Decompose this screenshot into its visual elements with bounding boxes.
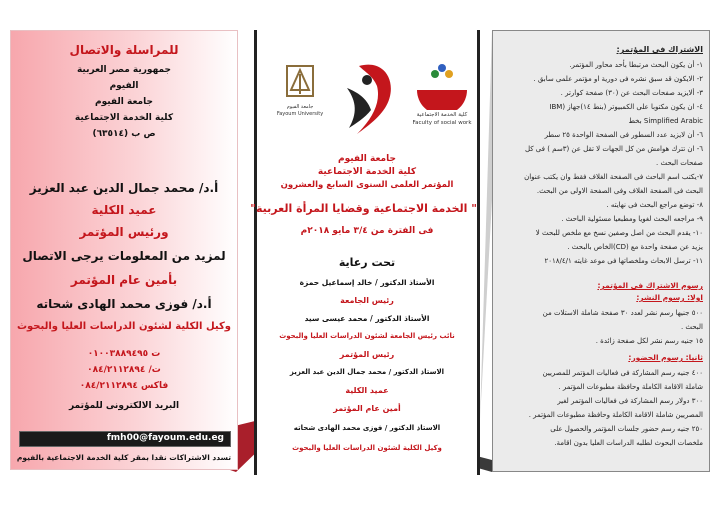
fee-attend-2-cont: المصريين شاملة الاقامة الكاملة وحافظة مطبوعات المؤتمر .: [528, 411, 703, 419]
contact-faculty: كلية الخدمة الاجتماعية: [74, 113, 174, 123]
fees-publish-title: اولا: رسوم النشر:: [636, 293, 703, 302]
chair-name: الاستاذ الدكتور / محمد جمال الدين عبد العزيز: [289, 368, 445, 376]
university-emblem-icon: [275, 60, 325, 104]
rule-5: ٦- أن لايزيد عدد السطور فى الصفحة الواحدة ٢٥ سطر: [544, 131, 703, 139]
fees-attend-title: ثانيا: رسوم الحضور:: [628, 353, 703, 362]
right-connector: [480, 30, 492, 420]
woman-silhouette-icon: [337, 58, 407, 138]
vice-president-title: نائب رئيس الجامعة لشئون الدراسات العليا والبحوث: [279, 332, 455, 340]
contact-university: جامعة الفيوم: [95, 97, 153, 107]
contact-pobox: ص ب (٦٣٥١٤): [92, 129, 156, 139]
email-label: البريد الالكترونى للمؤتمر: [68, 401, 180, 411]
rule-8: ٨- توضع مراجع البحث فى نهايته .: [606, 201, 703, 209]
conference-theme: " الخدمة الاجتماعية وقضايا المرأة العربية": [250, 202, 477, 215]
vice-dean-label: وكيل الكلية لشئون الدراسات العليا والبحوث: [292, 444, 442, 452]
rule-3: ٣- ألايزيد صفحات البحث عن (٣٠) صفحة كوارتر .: [560, 89, 703, 97]
participation-panel: [492, 30, 710, 472]
fee-attend-1-cont: شاملة الاقامة الكاملة وحافظة مطبوعات المؤتمر .: [558, 383, 703, 391]
dean-title: عميد الكلية: [91, 203, 157, 217]
contact-panel: [10, 30, 238, 470]
fee-publish-1: ٥٠٠ جنيها رسم نشر لعدد ٣٠ صفحة شاملة الاستلات من: [542, 309, 703, 317]
conference-name: المؤتمر العلمى السنوى السابع والعشرون: [280, 180, 454, 190]
fax-number: فاكس ٠٨٤/٢١١٢٨٩٤: [79, 381, 169, 391]
patron-vice-president: الأستاذ الدكتور / محمد عيسى سيد: [304, 314, 430, 323]
rule-4-font: بخط Simplified Arabic: [628, 117, 703, 125]
logo-left-caption-ar: جامعة الفيوم: [286, 104, 314, 110]
rule-10: ١٠- يقدم البحث من اصل وصفين نسخ مع ملخص للبحث لا: [535, 229, 703, 237]
secretary-general: بأمين عام المؤتمر: [70, 273, 178, 287]
logo-left-caption-en: Fayoum University: [276, 111, 324, 117]
faculty-emblem-icon: [407, 60, 477, 110]
phone-mobile: ت ٠١٠٠٣٨٨٩٤٩٥: [87, 349, 161, 359]
fee-attend-1: ٤٠٠ جنيه رسم المشاركة فى فعاليات المؤتمر للمصريين: [542, 369, 703, 377]
fee-publish-1-cont: البحث .: [680, 323, 703, 331]
under-patronage: تحت رعاية: [338, 256, 396, 269]
phone-office: ت/ ٠٨٤/٢١١٢٨٩٤: [87, 365, 161, 375]
rule-10-cont: يزيد عن صفحة واحدة مع (CD)الخاص بالبحث .: [567, 243, 703, 251]
dean-name: أ.د/ محمد جمال الدين عبد العزيز: [29, 181, 219, 195]
rule-9: ٩- مراجعه البحث لغويا ومطبعيا مسئولية الباحث .: [561, 215, 703, 223]
rule-4: ٤- ان يكون مكتوبا على الكمبيوتر (بنط ١٤)جهاز (IBM: [549, 103, 703, 111]
vice-dean-title: وكيل الكلية لشئون الدراسات العليا والبحوث: [16, 321, 232, 332]
fee-attend-3: ٢٥٠ جنيه رسم حضور جلسات المؤتمر والحصول على: [550, 425, 703, 433]
faculty-social-work-logo: [407, 60, 477, 132]
conference-dates: فى الفترة من ٣/٤ مايو ٢٠١٨م: [300, 226, 434, 236]
secretary-label: أمين عام المؤتمر: [333, 404, 401, 413]
cover-university: جامعة الفيوم: [338, 154, 396, 164]
rule-6: ٦- ان تترك هوامش من كل الجهات لا تقل عن (٣سم ) فى كل: [524, 145, 703, 153]
payment-note: تسدد الاشتراكات نقدا بمقر كلية الخدمة الاجتماعية بالفيوم: [16, 453, 232, 462]
participation-title: الاشتراك فى المؤتمر:: [616, 45, 703, 54]
chair-title: رئيس المؤتمر: [339, 350, 395, 359]
email-box[interactable]: [19, 431, 231, 447]
logo-right-caption-en: Faculty of social work: [412, 120, 472, 126]
secretary-fullname: الاستاذ الدكتور / فوزى محمد الهادى شحاته: [293, 424, 441, 432]
rule-11: ١١- ترسل الابحاث وملخصاتها فى موعد غايته ٢٠١٨/٤/١: [544, 257, 703, 265]
brochure-cover: [250, 30, 480, 475]
secretary-name: أ.د/ فوزى محمد الهادى شحاته: [36, 297, 212, 311]
rule-6-cont: صفحات البحث .: [656, 159, 703, 167]
fee-attend-3-cont: ملخصات البحوث لطلبه الدراسات العليا بدون اقامة.: [554, 439, 703, 447]
cover-faculty: كلية الخدمة الاجتماعية: [317, 167, 417, 177]
contact-city: الفيوم: [109, 81, 139, 91]
dean-label: عميد الكلية: [345, 386, 389, 395]
info-contact-note: لمزيد من المعلومات يرجى الاتصال: [22, 249, 226, 263]
fee-attend-2: ٣٠٠ دولار رسم المشاركة فى فعاليات المؤتمر لغير: [557, 397, 703, 405]
contact-country: جمهورية مصر العربية: [76, 65, 172, 75]
contact-title: للمراسلة والاتصال: [69, 43, 179, 57]
rule-7: ٧-يكتب اسم الباحث فى الصفحة الغلاف فقط وان يكتب عنوان: [524, 173, 703, 181]
fees-title: رسوم الاشتراك فى المؤتمر:: [597, 281, 703, 290]
logo-right-caption-ar: كلية الخدمة الاجتماعية: [416, 112, 468, 118]
fee-publish-2: ١٥ جنيه رسم نشر لكل صفحة زائدة .: [595, 337, 703, 345]
rule-2: ٢- الايكون قد سبق نشره فى دورية او مؤتمر علمى سابق .: [533, 75, 703, 83]
email-address[interactable]: fmh00@fayoum.edu.eg: [106, 433, 224, 443]
patron-president: الأستاذ الدكتور / خالد إسماعيل حمزة: [299, 278, 435, 287]
rule-1: ١- أن يكون البحث مرتبطا بأحد محاور المؤتمر.: [569, 61, 703, 69]
president-title: رئيس الجامعة: [340, 296, 394, 305]
fayoum-university-logo: [275, 60, 325, 120]
rule-7-cont: البحث فى الصفحة الغلاف وفى الصفحة الاولى من البحث.: [536, 187, 703, 195]
conference-chair: ورئيس المؤتمر: [79, 225, 169, 239]
women-figure-graphic: [337, 58, 407, 138]
